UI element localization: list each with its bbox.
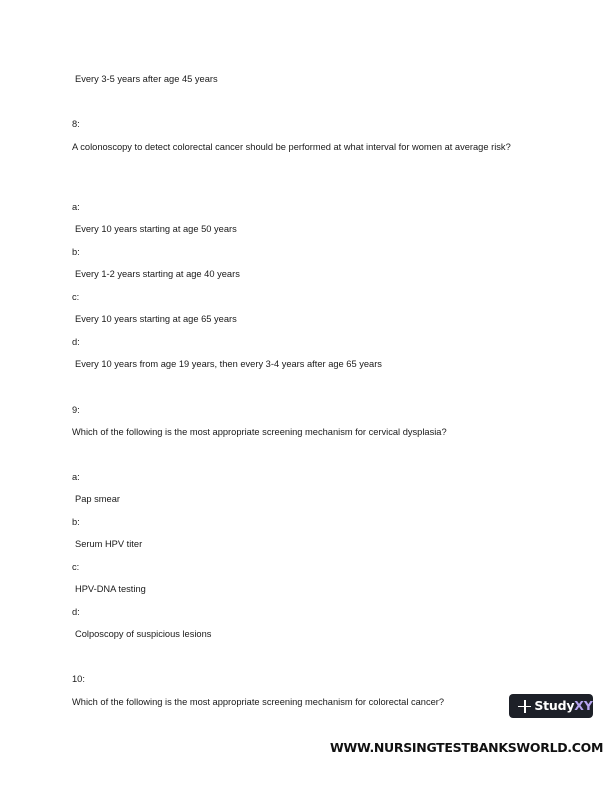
q8-option-a-letter: a: (72, 202, 80, 212)
q9-option-d-text: Colposcopy of suspicious lesions (75, 629, 212, 639)
q9-question: Which of the following is the most appropriate screening mechanism for cervical dysplasia? (72, 427, 447, 437)
plus-icon (518, 700, 529, 713)
q9-option-d-letter: d: (72, 607, 80, 617)
q9-option-b-letter: b: (72, 517, 80, 527)
q9-option-c-text: HPV-DNA testing (75, 584, 146, 594)
q8-option-c-text: Every 10 years starting at age 65 years (75, 314, 237, 324)
q8-number: 8: (72, 119, 80, 129)
q8-option-d-letter: d: (72, 337, 80, 347)
footer-site-url[interactable]: WWW.NURSINGTESTBANKSWORLD.COM (330, 740, 604, 755)
q9-option-a-letter: a: (72, 472, 80, 482)
q8-option-a-text: Every 10 years starting at age 50 years (75, 224, 237, 234)
q9-option-c-letter: c: (72, 562, 80, 572)
badge-brand-accent: XY (574, 697, 593, 713)
q9-number: 9: (72, 405, 80, 415)
q10-number: 10: (72, 674, 85, 684)
q8-option-b-text: Every 1-2 years starting at age 40 years (75, 269, 240, 279)
q9-option-b-text: Serum HPV titer (75, 539, 143, 549)
q10-question: Which of the following is the most appropriate screening mechanism for colorectal cancer? (72, 697, 445, 707)
q8-question: A colonoscopy to detect colorectal cancer should be performed at what interval for women at average risk? (72, 142, 511, 152)
badge-brand: Study (534, 697, 575, 713)
studyxy-badge[interactable] (509, 694, 593, 718)
q8-option-b-letter: b: (72, 247, 80, 257)
q9-option-a-text: Pap smear (75, 494, 120, 504)
q8-option-c-letter: c: (72, 292, 80, 302)
q8-option-d-text: Every 10 years from age 19 years, then every 3-4 years after age 65 years (75, 359, 382, 369)
q7-answer-tail: Every 3-5 years after age 45 years (75, 74, 218, 84)
